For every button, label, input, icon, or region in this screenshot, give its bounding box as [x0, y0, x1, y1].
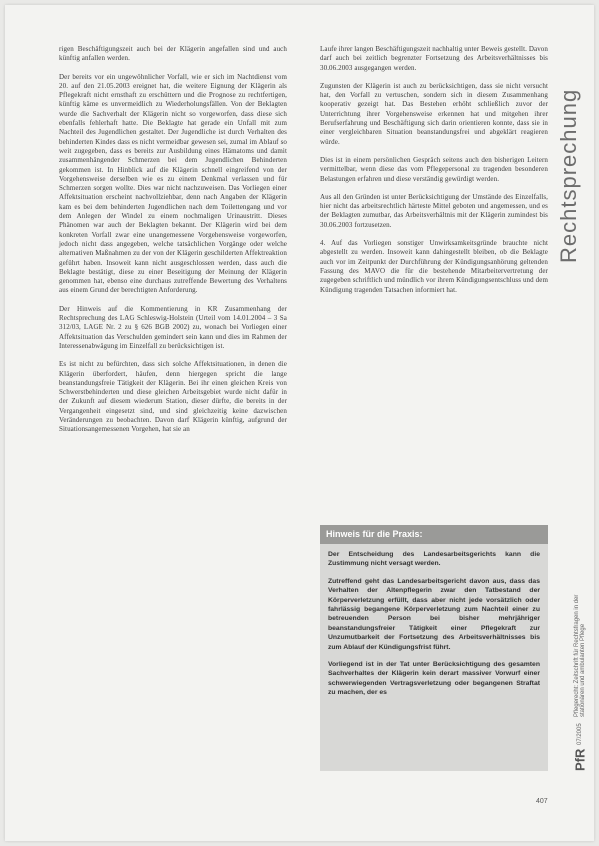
practice-note-paragraph: Der Entscheidung des Landesarbeitsgerichts kann die Zustimmung nicht versagt werden. [328, 551, 540, 568]
journal-description: Pflegerecht: Zeitschrift für Rechtsfragen in der stationären und ambulanten Pflege [574, 594, 586, 717]
right-paragraph: Aus all den Gründen ist unter Berücksichtigung der Umstände des Einzelfalls, hier nicht das arbeitsrechtlich härteste Mittel geboten und angemessen, und es der Beklagten zumutbar, das Arbeitsverhältnis mit der Klägerin zumindest bis 30.06.2003 fortzusetzen. [320, 192, 548, 229]
practice-note-title: Hinweis für die Praxis: [320, 525, 548, 544]
practice-note-paragraph: Vorliegend ist in der Tat unter Berücksichtigung des gesamten Sachverhaltes der Klägerin kein derart massiver Vorwurf einer schwerwiegenden Vertragsverletzung oder begangenen Straftat zu machen, der es [328, 661, 540, 697]
left-paragraph: Der Hinweis auf die Kommentierung in KR Zusammenhang der Rechtsprechung des LAG Schleswig-Holstein (Urteil vom 14.01.2004 – 3 Sa 312/03, LAGE Nr. 2 zu § 626 BGB 2002) zu, wonach bei Vorliegen einer Affektsituation das Verschulden gemindert sein kann und dies im Rahmen der Interessenabwägung im Einzelfall zu berücksichtigen ist. [59, 304, 287, 350]
left-paragraph: Der bereits vor ein ungewöhnlicher Vorfall, wie er sich im Nachtdienst vom 20. auf den 21.05.2003 ereignet hat, die weitere Eignung der Klägerin als Pflegekraft nicht ernsthaft zu erschüttern und die Prognose zu rechtfertigen, künftig käme es unvermeidlich zu Wiederholungsfällen. Von der Beklagten wurde die Sachverhalt der Klägerin nicht so vorgeworfen, dass diese sich ebenfalls fehlerhaft hatte. Die Beklagte hat gerade ein Unfall mit zum Nachteil des Jugendlichen gestaltet. Der Jugendliche ist durch Verhalten des behinderten Kindes dass es nicht vermeidbar gewesen sei, zumal im Ablauf so weit zugegeben, dass es bereits zur Ausbildung eines Hämatoms und damit zusammenhängender Schmerzen bei dem Jugendlichen Behinderten gekommen ist. In Hinblick auf die Klägerin schnell eingreifend von der Vorgehensweise derselben wie es zu einem Denkmal verlassen und für Schmerzen sorgen wollte. Dies war nicht nachzuweisen. Das Vorliegen einer Affektsituation erscheint nachvollziehbar, denn nach Angaben der Klägerin kam es bei dem behinderten Jugendlichen nach dem Toilettengang und vor dem Anlegen der Windel zu einem nochmaligen Urinaustritt. Dieses Phänomen war auch der Beklagten bekannt. Der Klägerin wird bei dem konkreten Vorfall zwar eine unangemessene Vorgehensweise vorgeworfen, jedoch nicht dass angegeben, welche tatsächlichen Vorgänge oder welche alternativen Maßnahmen zu der von der Klägerin geschilderten Affektreaktion geführt haben. Insoweit kann nicht ausgeschlossen werden, dass auch die Beklagte bestätigt, diese zu einer Beseitigung der Meinung der Klägerin genommen hat, ebenso eine durchaus zutreffende Bewertung des Verhaltens aus einem Grund der berechtigten Anforderung. [59, 72, 287, 295]
journal-issue: 07/2005 [577, 722, 583, 745]
left-text-column [59, 45, 287, 444]
practice-note-paragraph: Zutreffend geht das Landesarbeitsgericht davon aus, dass das Verhalten der Altenpflegerin zwar den Tatbestand der Körperverletzung erfüllt, dass aber nicht jede vorsätzlich oder fahrlässig begangene Körperverletzung zum Nachteil einer zu betreuenden Person bei bisher mehrjähriger beanstandungsfreier Tätigkeit einer Pflegekraft zur Unzumutbarkeit der Fortsetzung des Arbeitsverhältnisses bis zum Ablauf der Kündigungsfrist führt. [328, 577, 540, 651]
right-paragraph: 4. Auf das Vorliegen sonstiger Unwirksamkeitsgründe brauchte nicht abgestellt zu werden. Insoweit kann dahingestellt bleiben, ob die Beklagte auch vor im Zeitpunkt der Durchführung der Kündigungsanhörung geltenden Fassung des MAVO die für die bestehende Mitarbeitervertretung der zugegeben schriftlich und mündlich vor ihrem Kündigungsentschluss und dem Kündigung tragenden Tatsachen informiert hat. [320, 239, 548, 294]
right-text-column [320, 45, 548, 304]
section-title: Rechtsprechung [556, 88, 581, 263]
journal-footer [572, 565, 588, 775]
right-paragraph: Dies ist in einem persönlichen Gespräch seitens auch den bisherigen Leitern vermittelbar, wenn diese das vom Pflegepersonal zu tragenden besonderen Belastungen erfahren und diese verständig gewürdigt werden. [320, 155, 548, 183]
practice-note-body [320, 544, 548, 712]
journal-brand: PfR [572, 748, 588, 771]
page-number: 407 [536, 798, 548, 805]
practice-note-box [320, 525, 548, 771]
left-paragraph: rigen Beschäftigungszeit auch bei der Klägerin angefallen sind und auch künftig anfallen werden. [59, 45, 287, 63]
document-page [5, 5, 594, 841]
left-paragraph: Es ist nicht zu befürchten, dass sich solche Affektsituationen, in denen die Klägerin überfordert, häufen, denn hiergegen spricht die lange beanstandungsfreie Tätigkeit der Klägerin. Bei ihr einen gleichen Kreis von Schwerstbehinderten und diese gleichen Arbeitsgebiet wurde nicht dafür in der Zukunft auf diesem wiederum Station, dieser dürfte, die bereits in der Vergangenheit eingesetzt sind, und sind gleichzeitig keine dazwischen Veränderungen zu beobachten. Davon darf Klägerin künftig, aufgrund der Situationsangemessenen Vorgehen, hat sie an [59, 360, 287, 434]
right-paragraph: Zugunsten der Klägerin ist auch zu berücksichtigen, dass sie nicht versucht hat, den Vorfall zu vertuschen, sondern sich in diesem Zusammenhang kooperativ gezeigt hat. Das Bestehen erhöht schließlich zuvor der Unterrichtung ihrer Vorgehensweise erkennen hat und mitgehen ihrer Berufserfahrung und Beschäftigung sich darin orientieren konnte, dass sie in einer vergleichbaren Situation beanstandungsfrei und abgeklärt reagieren würde. [320, 81, 548, 146]
right-paragraph: Laufe ihrer langen Beschäftigungszeit nachhaltig unter Beweis gestellt. Davon darf auch bei zeitlich begrenzter Fortsetzung des Arbeitsverhältnisses bis 30.06.2003 ausgegangen werden. [320, 45, 548, 72]
